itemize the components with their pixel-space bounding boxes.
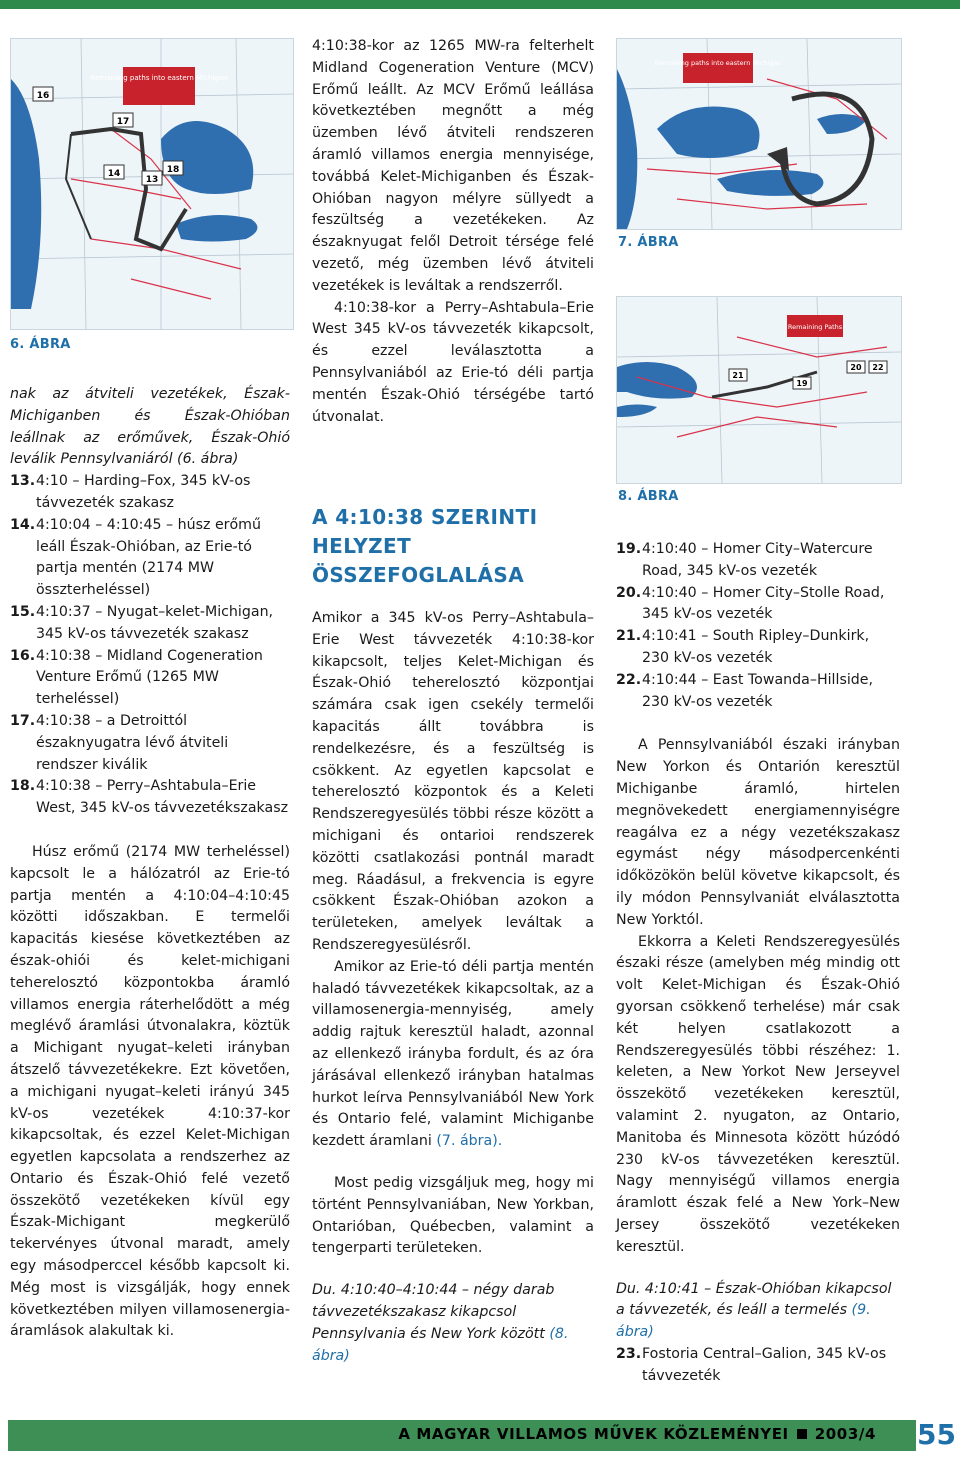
column-1 xyxy=(10,384,290,1343)
event-num: 15. xyxy=(10,603,36,620)
figure-8-svg xyxy=(617,297,901,483)
col2-para6 xyxy=(312,1280,594,1367)
event-item-20 xyxy=(616,583,900,627)
event-num: 14. xyxy=(10,516,36,533)
fig7-legend: Remaining paths into eastern Michigan xyxy=(654,59,782,67)
event-item-23 xyxy=(616,1344,900,1388)
col3-event-list xyxy=(616,539,900,713)
col2-para2: 4:10:38-kor a Perry–Ashtabula–Erie West 345 kV-os távvezeték kikapcsolt, és ezzel leválasztotta a Pennsylvaniából az Erie-tó déli partja mentén Észak-Ohió térségébe tartó útvonalat. xyxy=(312,299,594,425)
col3-para1: A Pennsylvaniából északi irányban New Yorkon és Ontarión keresztül Michiganbe áramló, hirtelen megnövekedett energiamennyiségre reagálva ez a négy vezetékszakasz egymást négy másodpercenkénti időközökön belül követve kikapcsolt, és ily módon Pennsylvaniát elválasztotta New Yorktól. xyxy=(616,737,900,928)
event-text: 4:10:38 – Midland Cogeneration Venture Erőmű (1265 MW terheléssel) xyxy=(36,647,263,708)
col1-event-list xyxy=(10,471,290,820)
fig6-marker-16: 16 xyxy=(36,91,50,101)
fig6-marker-17: 17 xyxy=(116,117,130,127)
col3-para2: Ekkorra a Keleti Rendszeregyesülés északi része (amelyben még mindig ott volt Kelet-Michigan és Észak-Ohió gyorsan csökkenő terhelése) már csak két helyen csatlakozott a Rendszeregyesülés többi részéhez: 1. keleten, a New Yorkot New Jerseyvel összekötő vezetékeken keresztül, valamint 2. nyugaton, az Ontario, Manitoba és Minnesota között húzódó 230 kV-os távvezetéken keresztül. Nagy mennyiségű villamos energia áramlott észak felé a New York–New Jersey összekötő vezetékeken keresztül. xyxy=(616,933,900,1255)
page-footer xyxy=(0,1407,960,1457)
fig8-marker-21: 21 xyxy=(732,371,744,380)
figure-6-map xyxy=(10,38,294,330)
figure-8-map xyxy=(616,296,902,484)
event-num: 13. xyxy=(10,473,36,490)
col2-para1: 4:10:38-kor az 1265 MW-ra felterhelt Midland Cogeneration Venture (MCV) Erőmű leállt. Az MCV Erőmű leállása következtében megnőtt a még üzemben lévő átviteli rendszeren áramló villamos energia mennyisége, továbbá Kelet-Michiganben és Észak-Ohióban nagyon mélyre süllyedt a feszültség a vezetékeken. Az északnyugat felől Detroit térsége felé vezető, még üzemben lévő átviteli vezetékek is leváltak a rendszerről. xyxy=(312,38,594,294)
col2-para4-text: Amikor az Erie-tó déli partja mentén haladó távvezetékek kikapcsoltak, az a villamosenergia-mennyiség, amely addig rajtuk keresztül haladt, azonnal az ellenkező irányba fordult, és az óra járásával ellenkező irányban hatalmas hurkot leírva Pennsylvaniából New York és Ontario felé, valamint Michiganbe kezdett áramlani xyxy=(312,958,594,1150)
footer-journal xyxy=(398,1425,876,1443)
journal-issue: 2003/4 xyxy=(814,1425,876,1443)
event-item-18 xyxy=(10,776,290,820)
column-3 xyxy=(616,539,900,1387)
fig8-marker-22: 22 xyxy=(872,363,884,372)
event-text: 4:10:44 – East Towanda–Hillside, 230 kV-os vezeték xyxy=(642,671,874,710)
col3-para3 xyxy=(616,1279,900,1344)
event-text: Fostoria Central–Galion, 345 kV-os távvezeték xyxy=(642,1345,887,1384)
journal-title: A MAGYAR VILLAMOS MŰVEK KÖZLEMÉNYEI xyxy=(398,1425,789,1443)
event-text: 4:10 – Harding–Fox, 345 kV-os távvezeték szakasz xyxy=(36,473,251,511)
event-num: 18. xyxy=(10,778,36,795)
event-num: 21. xyxy=(616,628,642,645)
event-text: 4:10:40 – Homer City–Watercure Road, 345 kV-os vezeték xyxy=(642,541,873,579)
fig8-marker-19: 19 xyxy=(796,379,808,388)
col2-para5: Most pedig vizsgáljuk meg, hogy mi történt Pennsylvaniában, New Yorkban, Ontarióban, Québecben, valamint a tengerparti területeken. xyxy=(312,1174,594,1257)
event-text: 4:10:40 – Homer City–Stolle Road, 345 kV-os vezeték xyxy=(642,584,885,623)
col2-para6-text: Du. 4:10:40–4:10:44 – négy darab távvezetékszakasz kikapcsol Pennsylvania és New York között xyxy=(312,1282,555,1342)
fig6-marker-13: 13 xyxy=(145,175,159,185)
top-color-bar xyxy=(0,0,960,9)
figure-6-svg xyxy=(11,39,293,329)
fig8-marker-20: 20 xyxy=(850,363,862,372)
figure-7-ref[interactable]: (7. ábra). xyxy=(436,1133,503,1150)
fig8-legend: Remaining Paths xyxy=(787,323,843,331)
event-num: 16. xyxy=(10,647,36,664)
figure-7-caption: 7. ÁBRA xyxy=(618,235,679,250)
event-text: 4:10:38 – a Detroittól északnyugatra lévő átviteli rendszer kiválik xyxy=(36,712,229,773)
figure-7-map xyxy=(616,38,902,230)
event-item-13 xyxy=(10,471,290,515)
fig6-marker-14: 14 xyxy=(107,169,121,179)
event-num: 22. xyxy=(616,671,642,688)
event-num: 23. xyxy=(616,1345,642,1362)
column-2-lower xyxy=(312,608,594,1367)
col2-para4 xyxy=(312,957,594,1153)
event-item-19 xyxy=(616,539,900,583)
fig6-legend: Remaining paths into eastern Michigan xyxy=(90,74,228,82)
column-2 xyxy=(312,36,594,428)
fig6-marker-18: 18 xyxy=(166,165,180,175)
event-text: 4:10:04 – 4:10:45 – húsz erőmű leáll Észak-Ohióban, az Erie-tó partja mentén (2174 MW összterheléssel) xyxy=(36,516,261,599)
event-num: 19. xyxy=(616,541,642,557)
square-bullet-icon xyxy=(797,1429,807,1439)
event-text: 4:10:38 – Perry–Ashtabula–Erie West, 345 kV-os távvezetékszakasz xyxy=(36,778,289,817)
col1-lead: nak az átviteli vezetékek, Észak-Michiganben és Észak-Ohióban leállnak az erőművek, Észak-Ohió leválik Pennsylvaniáról (6. ábra) xyxy=(10,386,290,468)
event-item-15 xyxy=(10,602,290,646)
event-item-17 xyxy=(10,711,290,776)
event-item-21 xyxy=(616,626,900,670)
figure-7-svg xyxy=(617,39,901,229)
section-heading: A 4:10:38 SZERINTI HELYZET ÖSSZEFOGLALÁSA xyxy=(312,505,538,587)
event-text: 4:10:37 – Nyugat–kelet-Michigan, 345 kV-os távvezeték szakasz xyxy=(36,603,274,642)
figure-8-caption: 8. ÁBRA xyxy=(618,489,679,504)
event-item-22 xyxy=(616,670,900,714)
event-num: 17. xyxy=(10,712,36,729)
col2-para3: Amikor a 345 kV-os Perry–Ashtabula–Erie West távvezeték 4:10:38-kor kikapcsolt, teljes Kelet-Michigan és Észak-Ohió teherelosztó központjai számára csak igen csekély termelői kapacitás állt továbbra is rendelkezésre, és a feszültség is csökkent. Az egyetlen kapcsolat e teherelosztó központok és a Keleti Rendszeregyesülés többi része között a michigani és ontarioi rendszerek közötti csatlakozási pontnál maradt meg. Ráadásul, a frekvencia is egyre csökkent Észak-Ohióban azokon a területeken, amelyek leváltak a Rendszeregyesülésről. xyxy=(312,610,594,953)
event-num: 20. xyxy=(616,584,642,601)
page-number: 55 xyxy=(917,1418,956,1451)
col1-body: Húsz erőmű (2174 MW terheléssel) kapcsolt le a hálózatról az Erie-tó partja mentén a 4:10:04–4:10:45 közötti időszakban. E termelői kapacitás kiesése következtében az észak-ohiói és kelet-michigani teherelosztó központokba áramló villamos energia ráterhelődött a még meglévő áramlási útvonalakra, köztük a Michigant nyugat–keleti irányban átszelő távvezetékekre. Ezt követően, a michigani nyugat–keleti irányú 345 kV-os vezetékek 4:10:37-kor kikapcsoltak, és ezzel Kelet-Michigan egyetlen kapcsolata a rendszerhez az Ontario és Észak-Ohió felé vezető összekötő vezetékeken kívül egy Észak-Michigant megkerülő tekervényes útvonal maradt, amely egy másodperccel később kapcsolt ki. Még most is vizsgálják, hogy ennek következtében milyen villamosenergia-áramlások alakultak ki. xyxy=(10,843,290,1340)
col3-para3-text: Du. 4:10:41 – Észak-Ohióban kikapcsol a távvezeték, és leáll a termelés xyxy=(616,1280,892,1319)
event-text: 4:10:41 – South Ripley–Dunkirk, 230 kV-os vezeték xyxy=(642,628,870,666)
figure-9-ref[interactable]: (9. ábra) xyxy=(616,1302,871,1341)
event-item-16 xyxy=(10,646,290,711)
figure-6-caption: 6. ÁBRA xyxy=(10,337,71,352)
figure-8-ref[interactable]: (8. ábra) xyxy=(312,1325,569,1364)
event-item-14 xyxy=(10,515,290,602)
